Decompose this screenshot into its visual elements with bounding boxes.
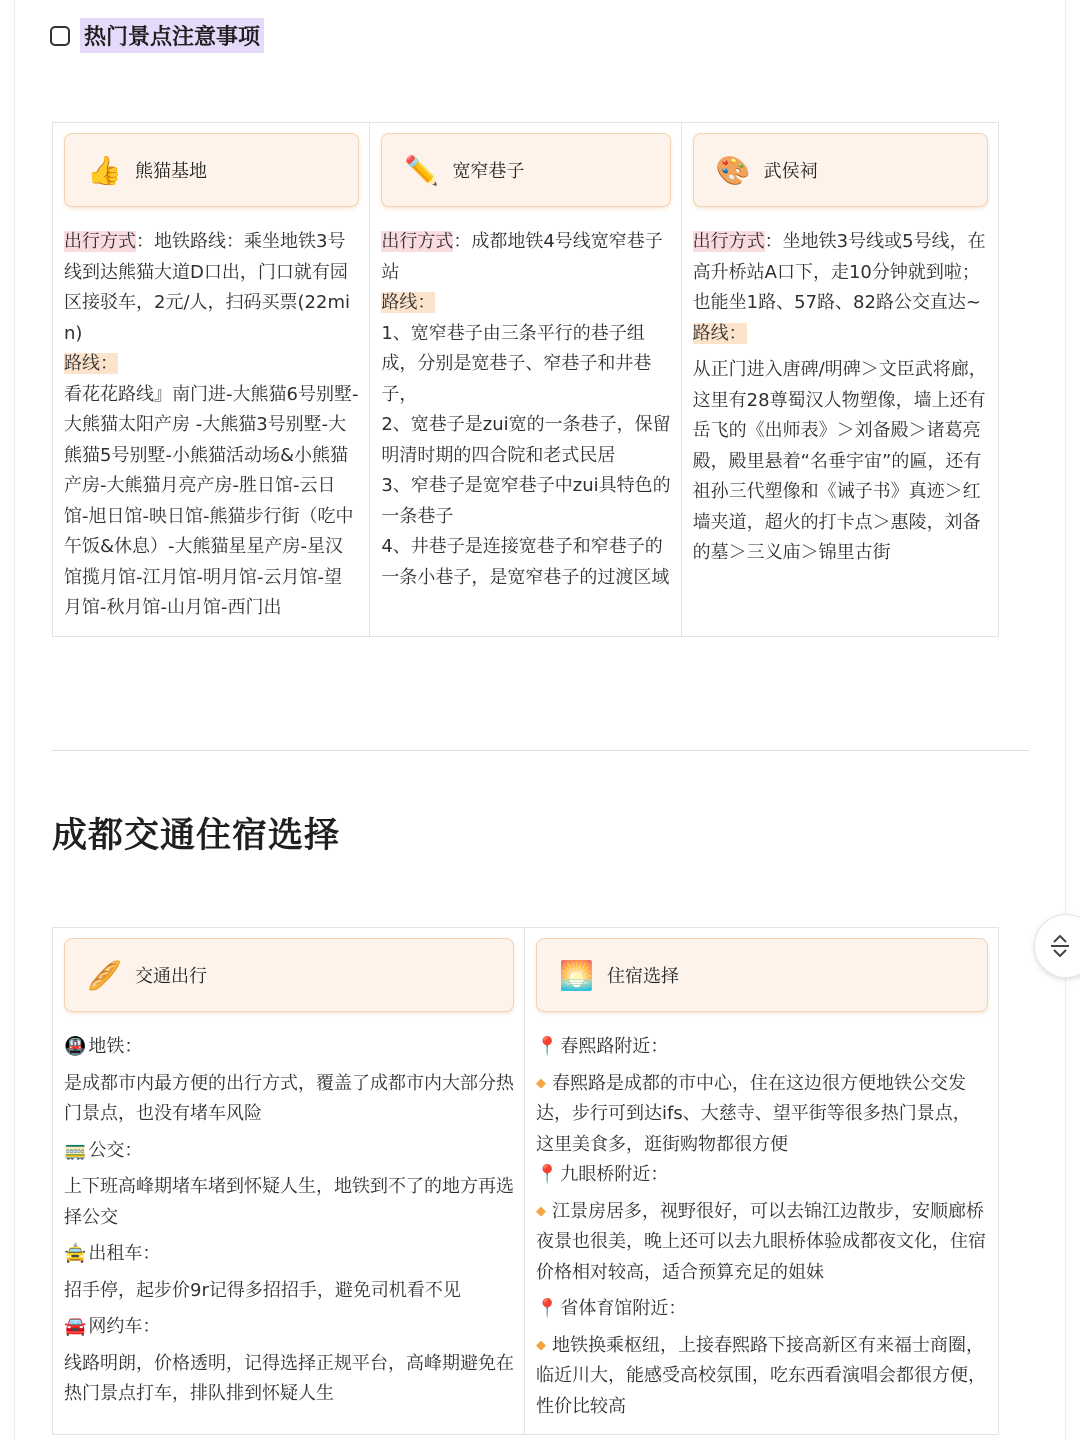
taxi-icon: 🚖: [64, 1243, 87, 1264]
bus-icon: 🚃: [64, 1139, 87, 1161]
collapse-arrows-icon: [1049, 933, 1071, 959]
lodging-column: [525, 928, 998, 1434]
spot-card-header: [381, 133, 670, 207]
route-label: 出行方式: [692, 231, 765, 252]
path-line: 3、窄巷子是宽窄巷子中zui具特色的一条巷子: [381, 475, 671, 527]
car-icon: 🚘: [64, 1316, 87, 1337]
route-label: 出行方式: [381, 231, 454, 252]
transport-item-label: 🚃 公交：: [64, 1139, 143, 1161]
transport-card-header: [64, 938, 514, 1012]
transport-item-text: 是成都市内最方便的出行方式，覆盖了成都市内大部分热门景点，也没有堵车风险: [64, 1072, 514, 1124]
pin-icon: 📍: [536, 1298, 559, 1319]
diamond-bullet-icon: ◆: [536, 1337, 546, 1353]
spot-title: 宽窄巷子: [452, 161, 525, 182]
path-label: 路线：: [64, 353, 118, 374]
spot-card-header: [693, 133, 988, 207]
baguette-icon: 🥖: [87, 958, 122, 992]
lodging-item-label: 📍 春熙路附近：: [536, 1036, 669, 1057]
spot-column-wuhou: [682, 123, 998, 636]
lodging-item-label: 📍 省体育馆附近：: [536, 1298, 687, 1319]
transport-title: 交通出行: [135, 966, 207, 987]
spot-card-header: [64, 133, 359, 207]
spot-column-panda: [53, 123, 370, 636]
path-line: 4、井巷子是连接宽巷子和窄巷子的一条小巷子，是宽窄巷子的过渡区域: [381, 536, 670, 588]
lodging-item-text: ◆ 地铁换乘枢纽，上接春熙路下接高新区有来福士商圈，临近川大，能感受高校氛围，吃东西看演唱会都很方便，性价比较高: [536, 1334, 986, 1417]
spot-column-kuanzhai: [370, 123, 681, 636]
collapse-float-button[interactable]: [1034, 914, 1080, 978]
todo-title: 热门景点注意事项: [80, 18, 264, 53]
path-text: 看花花路线』南门进-大熊猫6号别墅-大熊猫太阳产房 -大熊猫3号别墅-大熊猫5号别墅-小熊猫活动场&小熊猫产房-大熊猫月亮产房-胜日馆-云日馆-旭日馆-映日馆-熊猫步行街（吃中午饭&休息）-大熊猫星星产房-星汉馆揽月馆-江月馆-明月馆-云月馆-望月馆-秋月馆-山月馆-西门出: [64, 383, 359, 618]
pin-icon: 📍: [536, 1164, 559, 1185]
lodging-body: [536, 1032, 988, 1422]
lodging-card-header: [536, 938, 988, 1012]
route-text: ：地铁路线：乘坐地铁3号线到达熊猫大道D口出，门口就有园区接驳车，2元/人，扫码买票(22min): [64, 231, 350, 344]
transport-item-text: 招手停，起步价9r记得多招招手，避免司机看不见: [64, 1279, 461, 1301]
lodging-title: 住宿选择: [607, 966, 679, 987]
path-line: 1、宽窄巷子由三条平行的巷子组成，分别是宽巷子、窄巷子和井巷子，: [381, 322, 652, 405]
lodging-item-text: ◆ 江景房居多，视野很好，可以去锦江边散步，安顺廊桥夜景也很美，晚上还可以去九眼桥体验成都夜文化，住宿价格相对较高，适合预算充足的姐妹: [536, 1200, 986, 1283]
lodging-item-label: 📍 九眼桥附近：: [536, 1164, 669, 1185]
diamond-bullet-icon: ◆: [536, 1203, 546, 1219]
pencil-icon: ✏️: [404, 153, 440, 187]
todo-item: [50, 18, 264, 53]
path-label: 路线：: [381, 292, 436, 313]
transport-item-label: 🚘 网约车：: [64, 1316, 161, 1337]
spot-body: [64, 227, 359, 624]
todo-checkbox[interactable]: [50, 26, 70, 46]
thumbs-up-icon: 👍: [87, 153, 122, 187]
lodging-item-text: ◆ 春熙路是成都的市中心，住在这边很方便地铁公交发达，步行可到达ifs、大慈寺、望平街等很多热门景点，这里美食多，逛街购物都很方便: [536, 1072, 971, 1155]
spot-body: [381, 227, 670, 593]
section-divider: [52, 750, 1029, 751]
spot-title: 熊猫基地: [135, 161, 207, 182]
transport-item-text: 线路明朗，价格透明，记得选择正规平台，高峰期避免在热门景点打车，排队排到怀疑人生: [64, 1352, 514, 1404]
transport-item-label: 🚖 出租车：: [64, 1243, 161, 1264]
transport-item-label: 🚇 地铁：: [64, 1036, 143, 1057]
palette-icon: 🎨: [715, 153, 751, 187]
spot-title: 武侯祠: [763, 161, 818, 182]
path-label: 路线：: [692, 322, 747, 344]
sunrise-icon: 🌅: [559, 958, 594, 992]
spot-body: [693, 227, 988, 569]
pin-icon: 📍: [536, 1036, 559, 1057]
route-text: ：坐地铁3号线或5号线，在高升桥站A口下，走10分钟就到啦；也能坐1路、57路、82路公交直达~: [692, 231, 986, 313]
route-text: ：成都地铁4号线宽窄巷子站: [381, 231, 663, 283]
path-line: 2、宽巷子是zui宽的一条巷子，保留明清时期的四合院和老式民居: [381, 414, 671, 466]
transport-body: [64, 1032, 514, 1410]
route-label: 出行方式: [64, 231, 136, 252]
spots-table: [52, 122, 999, 637]
page-edge-left: [14, 0, 15, 1439]
section-heading: 成都交通住宿选择: [52, 816, 341, 856]
page-edge-right: [1065, 0, 1066, 1439]
transport-column: [53, 928, 525, 1434]
path-text: 从正门进入唐碑/明碑＞文臣武将廊，这里有28尊蜀汉人物塑像，墙上还有岳飞的《出师表》＞刘备殿＞诸葛亮殿，殿里悬着“名垂宇宙”的匾，还有祖孙三代塑像和《诫子书》真迹＞红墙夹道，超火的打卡点＞惠陵，刘备的墓＞三义庙＞锦里古街: [692, 359, 987, 563]
diamond-bullet-icon: ◆: [536, 1075, 546, 1091]
transport-item-text: 上下班高峰期堵车堵到怀疑人生，地铁到不了的地方再选择公交: [64, 1176, 514, 1228]
metro-icon: 🚇: [64, 1036, 87, 1057]
transport-lodging-table: [52, 927, 999, 1435]
